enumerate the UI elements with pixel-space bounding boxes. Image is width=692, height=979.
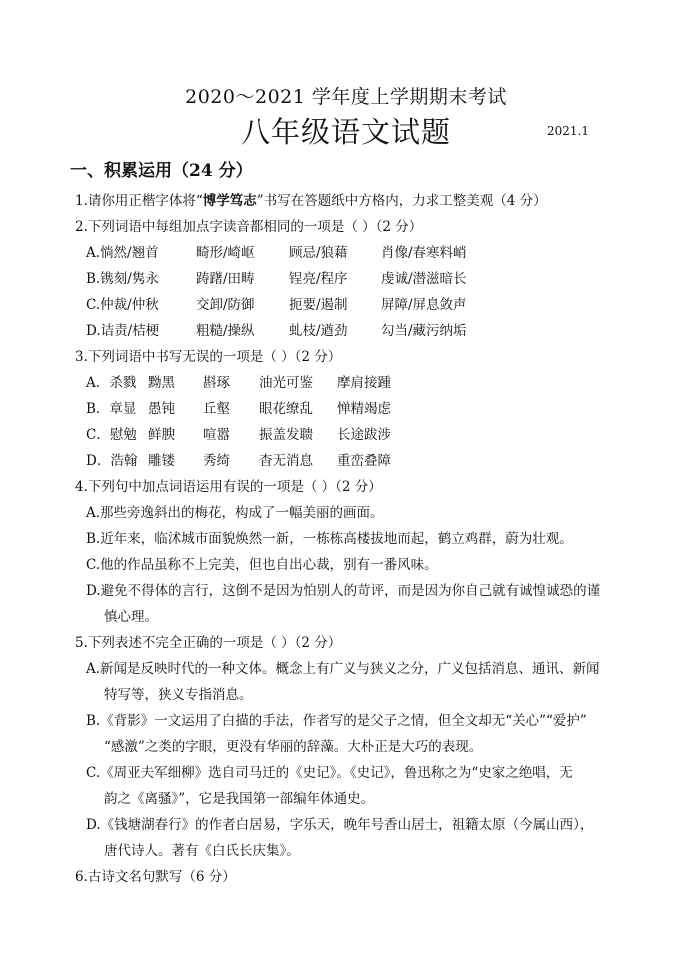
option-cell: 畸形/崎岖 [196, 245, 255, 261]
question-5-option-b-cont: “感激”之类的字眼，更没有华丽的辞藻。大朴正是大巧的表现。 [104, 739, 483, 755]
question-4-option-b: B.近年来，临沭城市面貌焕然一新，一栋栋高楼拔地而起，鹤立鸡群，蔚为壮观。 [86, 531, 573, 547]
option-cell: 锃亮/程序 [289, 271, 348, 287]
option-cell: 振盖发聩 [259, 427, 313, 443]
exam-date: 2021.1 [547, 124, 589, 138]
option-cell: B.镌刻/隽永 [86, 271, 159, 287]
question-3-stem: 3.下列词语中书写无误的一项是（ ）（2 分） [75, 349, 342, 365]
option-cell: 油光可鉴 [259, 375, 313, 391]
option-cell: 长途跋涉 [337, 427, 391, 443]
page-title-line1: 2020～2021 学年度上学期期末考试 [185, 86, 507, 108]
question-5-option-c-cont: 韵之《离骚》”，它是我国第一部编年体通史。 [104, 791, 375, 807]
option-cell: D．浩翰 [86, 453, 138, 469]
option-cell: 勾当/藏污纳垢 [381, 323, 467, 339]
question-3-option-a [86, 373, 391, 393]
option-cell: 踌躇/田畴 [196, 271, 255, 287]
option-cell: 摩肩接踵 [337, 375, 391, 391]
section-heading: 一、积累运用（24 分） [70, 161, 253, 181]
option-cell: 顾忌/狼藉 [289, 245, 348, 261]
option-cell: C.仲裁/仲秋 [86, 297, 159, 313]
option-cell: 愚钝 [148, 401, 175, 417]
question-2-stem: 2.下列词语中每组加点字读音都相同的一项是（ ）（2 分） [75, 219, 423, 235]
option-cell: 雕镂 [148, 453, 175, 469]
option-cell: 斟琢 [203, 375, 230, 391]
option-cell: 重峦叠障 [337, 453, 391, 469]
option-cell: 眼花缭乱 [259, 401, 313, 417]
question-3-option-d [86, 451, 391, 471]
option-cell: 虬枝/遒劲 [289, 323, 348, 339]
option-cell: 鲜腴 [148, 427, 175, 443]
question-3-option-c [86, 425, 391, 445]
question-2-option-a [86, 243, 467, 263]
question-4-option-a: A.那些旁逸斜出的梅花，构成了一幅美丽的画面。 [86, 505, 384, 521]
question-1 [75, 191, 547, 211]
question-2-option-b [86, 269, 467, 289]
question-5-option-d-cont: 唐代诗人。著有《白氏长庆集》。 [104, 843, 300, 859]
question-4-option-d-cont: 慎心理。 [104, 609, 158, 625]
question-1-post: ”书写在答题纸中方格内，力求工整美观（4 分） [256, 193, 547, 209]
option-cell: A.惝然/翘首 [86, 245, 159, 261]
question-5-option-a: A.新闻是反映时代的一种文体。概念上有广义与狭义之分，广义包括消息、通讯、新闻 [86, 661, 600, 677]
option-cell: 扼要/遏制 [289, 297, 348, 313]
question-6-stem: 6.古诗文名句默写（6 分） [75, 869, 236, 885]
option-cell: C．慰勉 [86, 427, 137, 443]
question-5-option-a-cont: 特写等，狭义专指消息。 [104, 687, 253, 703]
option-cell: 惮精竭虑 [337, 401, 391, 417]
option-cell: 屏障/屏息敛声 [381, 297, 467, 313]
question-5-option-c: C.《周亚夫军细柳》选自司马迁的《史记》。《史记》，鲁迅称之为“史家之绝唱，无 [86, 765, 573, 781]
question-5-stem: 5.下列表述不完全正确的一项是（ ）（2 分） [75, 635, 342, 651]
question-4-option-d: D.避免不得体的言行，这倒不是因为怕别人的苛评，而是因为你自己就有诚惶诚恐的谨 [86, 583, 601, 599]
question-5-option-d: D.《钱塘湖春行》的作者白居易，字乐天，晚年号香山居士，祖籍太原（今属山西）， [86, 817, 594, 833]
option-cell: D.诘责/桔梗 [86, 323, 160, 339]
option-cell: 虔诚/潜滋暗长 [381, 271, 467, 287]
option-cell: 肖像/春寒料峭 [381, 245, 467, 261]
question-2-option-d [86, 321, 467, 341]
option-cell: 喧嚣 [203, 427, 230, 443]
option-cell: 丘壑 [203, 401, 230, 417]
option-cell: A．杀戮 [86, 375, 137, 391]
option-cell: 粗糙/操纵 [196, 323, 255, 339]
question-4-stem: 4.下列句中加点词语运用有误的一项是（ ）（2 分） [75, 479, 382, 495]
option-cell: B．章显 [86, 401, 137, 417]
option-cell: 杳无消息 [259, 453, 313, 469]
page-title-line2: 八年级语文试题 [240, 115, 451, 149]
option-cell: 秀绮 [203, 453, 230, 469]
question-5-option-b: B.《背影》一文运用了白描的手法，作者写的是父子之情，但全文却无“关心”“爱护” [86, 713, 587, 729]
question-4-option-c: C.他的作品虽称不上完美，但也自出心裁，别有一番风味。 [86, 557, 438, 573]
option-cell: 交卸/防御 [196, 297, 255, 313]
question-2-option-c [86, 295, 467, 315]
question-3-option-b [86, 399, 391, 419]
option-cell: 黝黑 [148, 375, 175, 391]
question-1-pre: 1.请你用正楷字体将“ [75, 193, 203, 209]
question-1-bold: 博学笃志 [202, 193, 257, 209]
